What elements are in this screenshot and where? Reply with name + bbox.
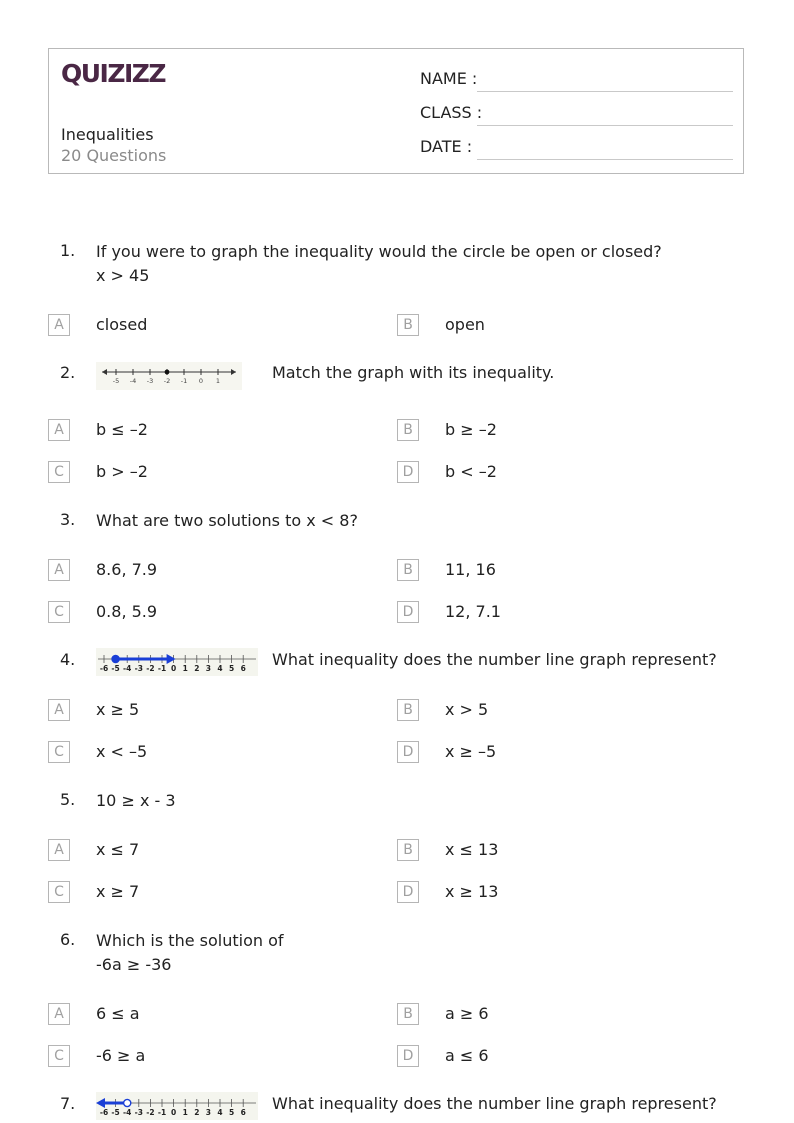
closed-point [165, 370, 170, 375]
option-text: x ≥ 13 [445, 882, 499, 901]
tick-label: -5 [112, 377, 120, 385]
option-letter: C [48, 461, 70, 483]
option-text: 11, 16 [445, 560, 496, 579]
option-letter: D [397, 1045, 419, 1067]
name-line [477, 91, 733, 92]
option-letter: D [397, 881, 419, 903]
question-number: 2. [60, 363, 76, 382]
tick-label: 0 [170, 664, 177, 673]
option-text: 8.6, 7.9 [96, 560, 158, 579]
question-text: Match the graph with its inequality. [272, 363, 555, 382]
option-letter: C [48, 881, 70, 903]
number-line-graph [96, 648, 258, 676]
option-letter: D [397, 461, 419, 483]
option-letter: A [48, 314, 70, 336]
tick-label: -1 [180, 377, 188, 385]
tick-label: -3 [134, 1108, 143, 1117]
tick-label: 0 [198, 377, 204, 385]
tick-label: -6 [99, 1108, 109, 1117]
tick-label: 2 [194, 664, 200, 673]
tick-label: -5 [111, 1108, 120, 1117]
tick-label: -5 [111, 664, 120, 673]
option-text: x < –5 [96, 742, 148, 761]
question-number: 3. [60, 510, 76, 529]
question-line: Which is the solution of [96, 931, 284, 950]
tick-label: 1 [182, 664, 188, 673]
tick-label: -2 [163, 377, 171, 385]
tick-label: 0 [170, 1108, 177, 1117]
tick-label: -4 [123, 664, 132, 673]
tick-label: 5 [228, 664, 235, 673]
tick-label: -2 [146, 664, 155, 673]
option-text: 12, 7.1 [445, 602, 501, 621]
tick-label: -1 [157, 664, 167, 673]
question-number: 4. [60, 650, 76, 669]
quizizz-logo: QUIZIZZ [61, 59, 166, 88]
date-line [477, 159, 733, 160]
tick-label: -2 [146, 1108, 155, 1117]
question-number: 7. [60, 1094, 76, 1113]
number-line-graph [96, 1092, 258, 1120]
worksheet-header [48, 48, 744, 174]
tick-label: 1 [182, 1108, 188, 1117]
graph-background [96, 362, 242, 390]
option-text: b ≤ –2 [96, 420, 148, 439]
tick-label: -6 [99, 664, 109, 673]
date-field[interactable] [420, 137, 733, 161]
tick-label: 6 [240, 664, 246, 673]
option-text: x ≥ 5 [96, 700, 140, 719]
option-text: x ≤ 13 [445, 840, 499, 859]
option-text: b < –2 [445, 462, 497, 481]
question-number: 5. [60, 790, 76, 809]
date-label: DATE : [420, 137, 473, 156]
option-letter: B [397, 699, 419, 721]
tick-label: -1 [157, 1108, 167, 1117]
option-letter: C [48, 1045, 70, 1067]
tick-label: -3 [146, 377, 154, 385]
option-letter: B [397, 314, 419, 336]
tick-label: 6 [240, 1108, 246, 1117]
option-text: x ≥ –5 [445, 742, 497, 761]
option-text: x ≤ 7 [96, 840, 140, 859]
class-field[interactable] [420, 103, 733, 127]
option-text: a ≤ 6 [445, 1046, 489, 1065]
tick-label: 2 [194, 1108, 200, 1117]
option-letter: B [397, 839, 419, 861]
name-field[interactable] [420, 69, 733, 93]
option-letter: A [48, 1003, 70, 1025]
option-text: b ≥ –2 [445, 420, 497, 439]
tick-label: -4 [129, 377, 137, 385]
option-letter: A [48, 839, 70, 861]
option-text: x ≥ 7 [96, 882, 140, 901]
option-text: closed [96, 315, 148, 334]
option-letter: B [397, 1003, 419, 1025]
option-letter: B [397, 559, 419, 581]
closed-point [112, 655, 119, 662]
tick-label: 1 [215, 377, 221, 385]
tick-label: 3 [205, 664, 212, 673]
option-letter: B [397, 419, 419, 441]
option-letter: C [48, 601, 70, 623]
question-text: 10 ≥ x - 3 [96, 791, 176, 810]
class-line [477, 125, 733, 126]
option-text: 0.8, 5.9 [96, 602, 158, 621]
tick-label: -4 [123, 1108, 132, 1117]
option-letter: A [48, 559, 70, 581]
number-line-graph [96, 362, 242, 390]
question-text [96, 240, 662, 288]
option-text: a ≥ 6 [445, 1004, 489, 1023]
tick-label: 4 [217, 1108, 223, 1117]
tick-label: 5 [228, 1108, 235, 1117]
tick-label: 4 [217, 664, 223, 673]
name-label: NAME : [420, 69, 478, 88]
question-number: 1. [60, 241, 76, 260]
open-point [124, 1099, 131, 1106]
option-letter: D [397, 741, 419, 763]
tick-label: 3 [205, 1108, 212, 1117]
question-line: x > 45 [96, 266, 150, 285]
option-letter: A [48, 419, 70, 441]
option-letter: C [48, 741, 70, 763]
class-label: CLASS : [420, 103, 483, 122]
option-letter: D [397, 601, 419, 623]
question-text: What inequality does the number line graph represent? [272, 1094, 717, 1113]
question-number: 6. [60, 930, 76, 949]
question-text: What inequality does the number line graph represent? [272, 650, 717, 669]
question-count: 20 Questions [61, 146, 167, 165]
question-text: What are two solutions to x < 8? [96, 511, 358, 530]
option-letter: A [48, 699, 70, 721]
worksheet-title: Inequalities [61, 125, 154, 144]
option-text: b > –2 [96, 462, 148, 481]
question-line: -6a ≥ -36 [96, 955, 172, 974]
option-text: x > 5 [445, 700, 489, 719]
option-text: 6 ≤ a [96, 1004, 140, 1023]
question-text [96, 929, 284, 977]
question-line: If you were to graph the inequality would the circle be open or closed? [96, 242, 662, 261]
tick-label: -3 [134, 664, 143, 673]
option-text: -6 ≥ a [96, 1046, 146, 1065]
option-text: open [445, 315, 485, 334]
